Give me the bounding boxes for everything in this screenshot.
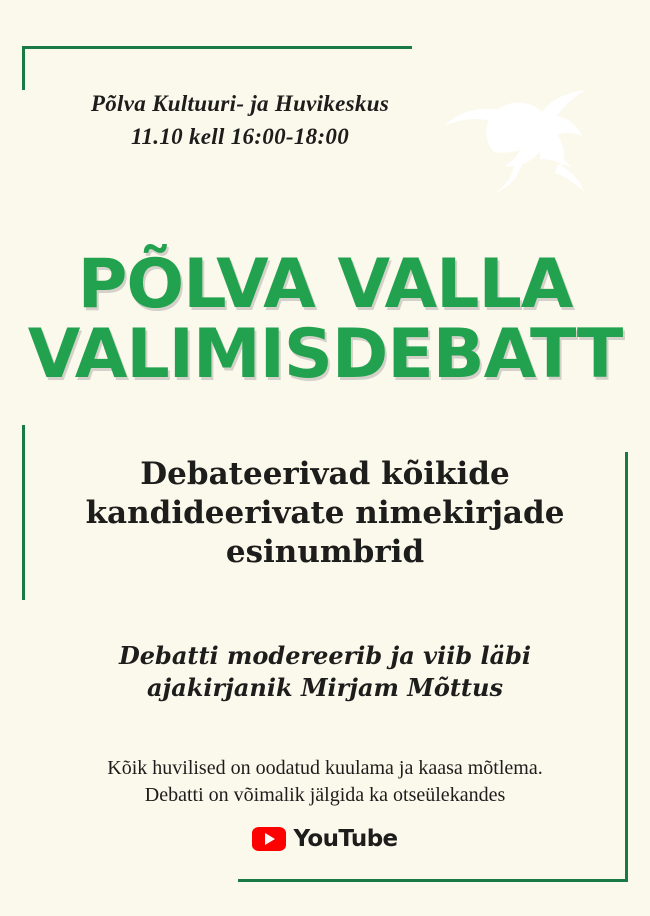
subtitle-block <box>40 455 610 571</box>
frame-line-left <box>22 425 25 600</box>
title-line-1: PÕLVA VALLA <box>77 245 573 324</box>
datetime-text: 11.10 kell 16:00-18:00 <box>130 123 350 149</box>
frame-line-top <box>22 46 412 49</box>
moderator-line-1: Debatti modereerib ja viib läbi <box>118 641 532 670</box>
youtube-badge[interactable] <box>252 826 397 852</box>
header-block <box>0 88 650 153</box>
frame-line-top-left <box>22 46 25 90</box>
page-title <box>0 245 650 395</box>
venue-text: Põlva Kultuuri- ja Huvikeskus <box>90 91 390 116</box>
subtitle-line-1: Debateerivad kõikide <box>140 456 510 492</box>
note-line-2: Debatti on võimalik jälgida ka otseülekandes <box>144 784 506 806</box>
title-line-2: VALIMISDEBATT <box>27 315 623 395</box>
note-block <box>20 755 630 809</box>
frame-line-bottom <box>238 879 628 882</box>
subtitle-line-3: esinumbrid <box>225 533 425 570</box>
subtitle-line-2: kandideerivate nimekirjade <box>85 494 565 531</box>
note-line-1: Kõik huvilised on oodatud kuulama ja kaasa mõtlema. <box>107 757 543 779</box>
youtube-label: YouTube <box>293 826 398 852</box>
moderator-block <box>40 640 610 705</box>
frame-line-right <box>625 452 628 882</box>
youtube-icon[interactable] <box>252 827 286 851</box>
youtube-badge-wrap <box>0 826 650 852</box>
moderator-line-2: ajakirjanik Mirjam Mõttus <box>147 673 503 703</box>
